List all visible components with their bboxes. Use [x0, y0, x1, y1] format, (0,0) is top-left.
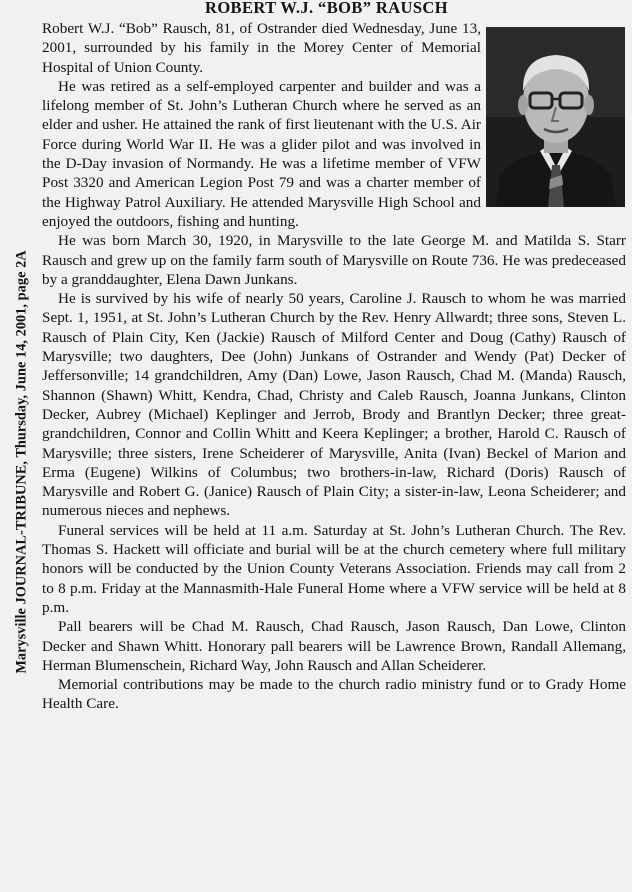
side-caption — [0, 0, 40, 892]
paragraph-memorial-contributions: Memorial contributions may be made to the church radio ministry fund or to Grady Home Health Care. — [42, 676, 626, 713]
obituary-body — [42, 19, 626, 714]
obituary-headline: ROBERT W.J. “BOB” RAUSCH — [205, 0, 448, 17]
paragraph-funeral-services: Funeral services will be held at 11 a.m. Saturday at St. John’s Lutheran Church. The Rev. Thomas S. Hackett will officiate and burial will be at the church cemetery where full military honors will be conducted by the Union County Veterans Association. Friends may call from 2 to 8 p.m. Friday at the Mannasmith-Hale Funeral Home where a VFW service will be held at 8 p.m. — [42, 521, 626, 616]
paragraph-career: He was retired as a self-employed carpenter and builder and was a lifelong member of St. John’s Lutheran Church where he served as an elder and usher. He attained the rank of first lieutenant with the U.S. Air Force during World War II. He was a glider pilot and was involved in the D-Day invasion of Normandy. He was a lifetime member of VFW Post 3320 and American Legion Post 79 and was a charter member of the Highway Patrol Auxiliary. He attended Marysville High School and enjoyed the outdoors, fishing and hunting. — [42, 77, 481, 230]
paragraph-survivors: He is survived by his wife of nearly 50 years, Caroline J. Rausch to whom he was married Sept. 1, 1951, at St. John’s Lutheran Church by the Rev. Henry Allwardt; three sons, Steven L. Rausch of Plain City, Ken (Jackie) Rausch of Milford Center and Doug (Cathy) Rausch of Marysville; two daughters, Dee (John) Junkans of Ostrander and Wendy (Pat) Decker of Jeffersonville; 14 grandchildren, Amy (Dan) Lowe, Jason Rausch, Chad M. (Manda) Rausch, Shannon (Shawn) Whitt, Kendra, Chad, Christy and Caleb Rausch, Joanna Junkans, Clinton Decker, Aubrey (Michael) Keplinger and Jerrob, Brody and Brantlyn Decker; three great-grandchildren, Connor and Collin Whitt and Keera Keplinger; a brother, Harold C. Rausch of Marysville; three sisters, Irene Scheiderer of Marysville, Anita (Ivan) Beckel of Marion and Erma (Eugene) Wilkins of Columbus; two brothers-in-law, Richard (Doris) Rausch of Marysville and Robert G. (Janice) Rausch of Plain City; a sister-in-law, Leona Scheiderer; and numerous nieces and nephews. — [42, 290, 626, 520]
photo-space — [481, 19, 626, 210]
paragraph-pall-bearers: Pall bearers will be Chad M. Rausch, Chad Rausch, Jason Rausch, Dan Lowe, Clinton Decker and Shawn Whitt. Honorary pall bearers will be Lawrence Brown, Randall Allemang, Herman Blumenschein, Richard Way, John Rausch and Allan Scheiderer. — [42, 618, 626, 674]
paragraph-death-notice: Robert W.J. “Bob” Rausch, 81, of Ostrander died Wednesday, June 13, 2001, surrounded by his family in the Morey Center of Memorial Hospital of Union County. — [42, 20, 481, 76]
publication-caption: Marysville JOURNAL-TRIBUNE, Thursday, June 14, 2001, page 2A — [13, 250, 30, 674]
paragraph-birth: He was born March 30, 1920, in Marysville to the late George M. and Matilda S. Starr Rausch and grew up on the family farm south of Marysville on Route 736. He was predeceased by a granddaughter, Elena Dawn Junkans. — [42, 232, 626, 288]
